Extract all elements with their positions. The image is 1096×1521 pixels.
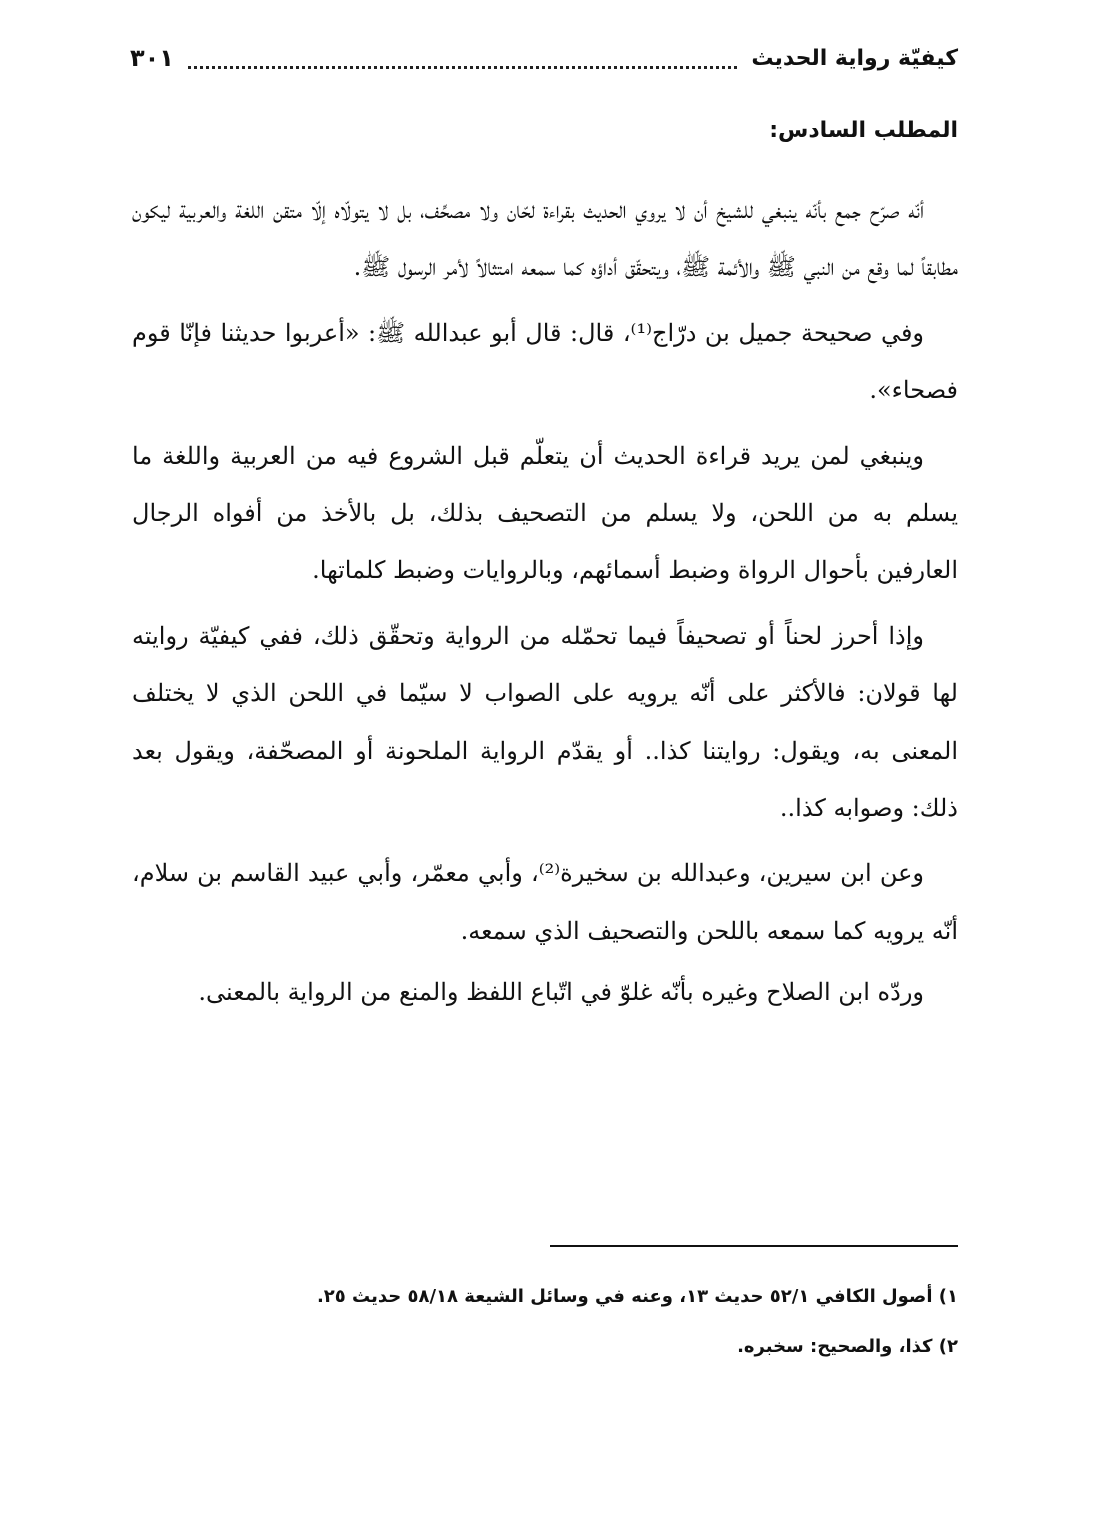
- paragraph-1: أنّه صرّح جمع بأنّه ينبغي للشيخ أن لا يروي الحديث بقراءة لحّان ولا مصحِّف، بل لا يتولّاه إلّا متقن اللغة والعربية ليكون مطابقاً لما وقع من النبي ﷺ والأئمة ﷺ، ويتحقّق أداؤه كما سمعه امتثالاً لأمر الرسول ﷺ.: [132, 196, 958, 282]
- header-dot-leader: [188, 64, 737, 69]
- body-text: [132, 182, 958, 1022]
- footnote-separator: [550, 1245, 958, 1247]
- footnotes: [132, 1272, 958, 1372]
- page-number: ٣٠١: [130, 44, 174, 72]
- paragraph-3: وينبغي لمن يريد قراءة الحديث أن يتعلّم قبل الشروع فيه من العربية واللغة ما يسلم به من اللحن، ولا يسلم من التصحيف بذلك، بل بالأخذ من أفواه الرجال العارفين بأحوال الرواة وضبط أسمائهم، وبالروايات وضبط كلماتها.: [132, 441, 958, 585]
- section-heading: المطلب السادس:: [769, 118, 958, 143]
- footnote-1: ١) أصول الكافي ٥٢/١ حديث ١٣، وعنه في وسائل الشيعة ٥٨/١٨ حديث ٢٥.: [316, 1286, 958, 1307]
- paragraph-6: وردّه ابن الصلاح وغيره بأنّه غلوّ في اتّباع اللفظ والمنع من الرواية بالمعنى.: [198, 978, 924, 1007]
- paragraph-5: وعن ابن سيرين، وعبدالله بن سخيرة⁽²⁾، وأبي معمّر، وأبي عبيد القاسم بن سلام، أنّه يرويه كما سمعه باللحن والتصحيف الذي سمعه.: [132, 859, 958, 945]
- running-header: [130, 38, 958, 78]
- header-title: كيفيّة رواية الحديث: [751, 45, 958, 71]
- paragraph-2: وفي صحيحة جميل بن درّاج⁽¹⁾، قال: قال أبو عبدالله ﷺ: «أعربوا حديثنا فإنّا قوم فصحاء».: [132, 318, 958, 405]
- footnote-2: ٢) كذا، والصحيح: سخبره.: [737, 1336, 958, 1357]
- paragraph-4: وإذا أحرز لحناً أو تصحيفاً فيما تحمّله من الرواية وتحقّق ذلك، ففي كيفيّة روايته لها قولان: فالأكثر على أنّه يرويه على الصواب لا سيّما في اللحن الذي لا يختلف المعنى به، ويقول: روايتنا كذا.. أو يقدّم الرواية الملحونة أو المصحّفة، ويقول بعد ذلك: وصوابه كذا..: [132, 621, 958, 823]
